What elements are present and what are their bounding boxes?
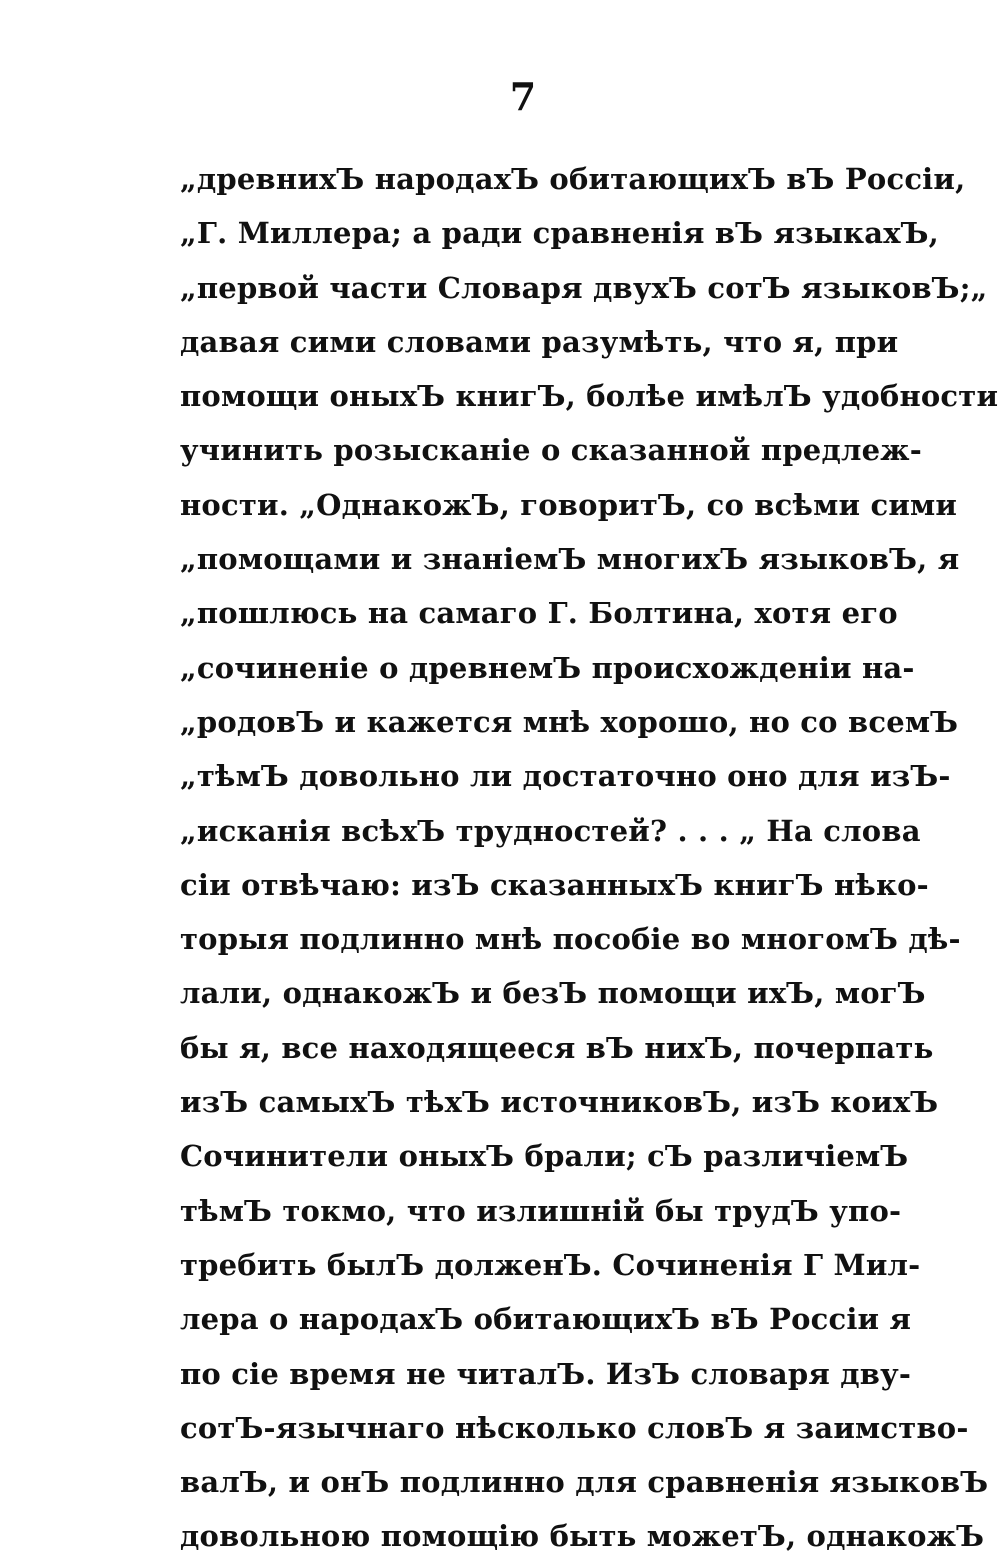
text-line: сотЪ-язычнаго нѣсколько словЪ я заимство-	[180, 1410, 969, 1445]
body-text	[180, 152, 999, 1564]
text-line: по сіе время не читалЪ. ИзЪ словаря дву-	[180, 1356, 912, 1391]
text-line: давая сими словами разумѣть, что я, при	[180, 324, 899, 359]
text-line: тѣмЪ токмо, что излишній бы трудЪ упо-	[180, 1193, 902, 1228]
text-line: валЪ, и онЪ подлинно для сравненія языковЪ	[180, 1465, 989, 1500]
text-line: „Г. Миллера; а ради сравненія вЪ языкахЪ,	[180, 216, 939, 251]
text-line: „сочиненіе о древнемЪ происхожденіи на-	[180, 650, 915, 685]
text-line: „первой части Словаря двухЪ сотЪ языковЪ;„	[180, 270, 988, 305]
page-number: 7	[509, 74, 537, 119]
text-line: „пошлюсь на самаго Г. Болтина, хотя его	[180, 596, 898, 631]
text-line: „помощами и знаніемЪ многихЪ языковЪ, я	[180, 542, 960, 577]
text-line: учинить розысканіе о сказанной предлеж-	[180, 433, 922, 468]
text-line: требить былЪ долженЪ. Сочиненія Г Мил-	[180, 1247, 921, 1282]
text-line: бы я, все находящееся вЪ нихЪ, почерпать	[180, 1030, 934, 1065]
text-line: сіи отвѣчаю: изЪ сказанныхЪ книгЪ нѣко-	[180, 867, 929, 902]
text-line: ности. „ОднакожЪ, говоритЪ, со всѣми сими	[180, 487, 958, 522]
text-line: „древнихЪ народахЪ обитающихЪ вЪ Россіи,	[180, 162, 966, 196]
text-line: лали, однакожЪ и безЪ помощи ихЪ, могЪ	[180, 976, 926, 1011]
text-line: „тѣмЪ довольно ли достаточно оно для изЪ-	[180, 759, 951, 794]
text-line: довольною помощію быть можетЪ, однакожЪ	[180, 1519, 985, 1554]
text-line: лера о народахЪ обитающихЪ вЪ Россіи я	[180, 1302, 912, 1337]
text-line: „исканія всѣхЪ трудностей? . . . „ На слова	[180, 813, 921, 848]
text-line: торыя подлинно мнѣ пособіе во многомЪ дѣ-	[180, 922, 961, 957]
text-line: помощи оныхЪ книгЪ, болѣе имѣлЪ удобности	[180, 379, 999, 414]
text-line: Сочинители оныхЪ брали; сЪ различіемЪ	[180, 1139, 909, 1174]
text-line: изЪ самыхЪ тѣхЪ источниковЪ, изЪ коихЪ	[180, 1085, 939, 1120]
text-line: „родовЪ и кажется мнѣ хорошо, но со всемЪ	[180, 704, 959, 739]
